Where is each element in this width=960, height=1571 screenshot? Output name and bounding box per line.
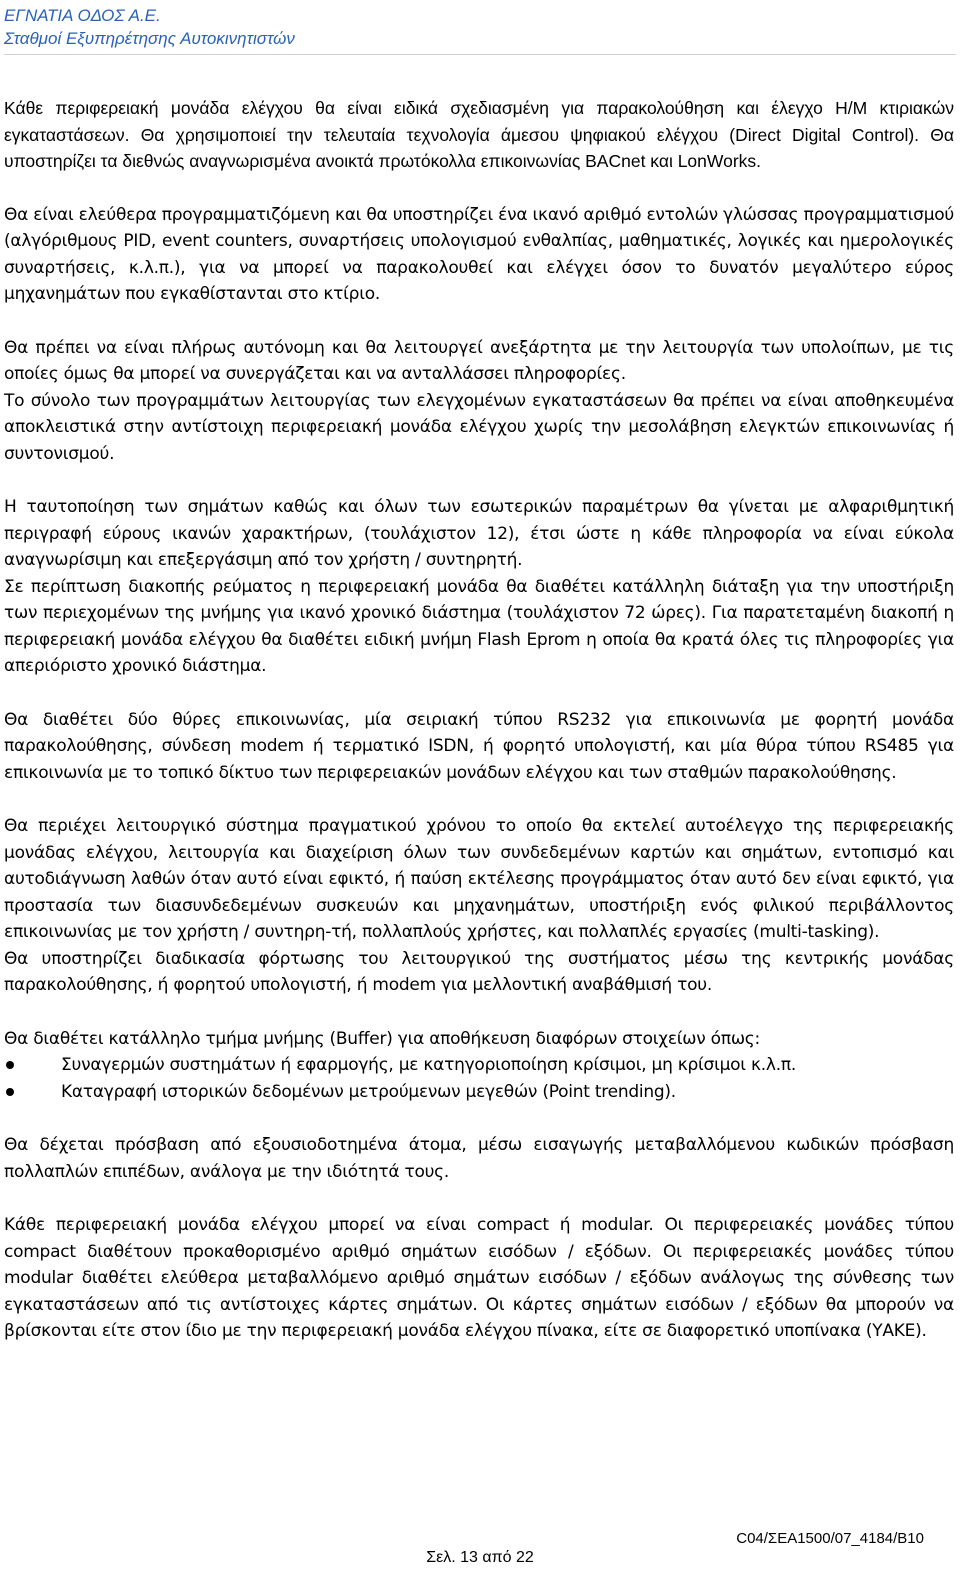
- list-item: [4, 1079, 954, 1106]
- document-body: [4, 95, 954, 1345]
- paragraph-compact-modular: Κάθε περιφερειακή μονάδα ελέγχου μπορεί να είναι compact ή modular. Οι περιφερειακές μονάδες τύπου compact διαθέτουν προκαθορισμένο αριθμό σημάτων εισόδων / εξόδων. Οι περιφερειακές μονάδες τύπου modular διαθέτει ελεύθερα μεταβαλλόμενο αριθμό σημάτων εισόδων / εξόδων ανάλογως της σύνθεσης των εγκαταστάσεων από τις αντίστοιχες κάρτες σημάτων. Οι κάρτες σημάτων εισόδων / εξόδων θα μπορούν να βρίσκονται είτε στον ίδιο με την περιφερειακή μονάδα ελέγχου πίνακα, είτε σε διαφορετικό υποπίνακα (ΥΑΚΕ).: [4, 1215, 954, 1341]
- header-divider: [4, 54, 956, 55]
- paragraph-power-failure: Σε περίπτωση διακοπής ρεύματος η περιφερειακή μονάδα θα διαθέτει κατάλληλη διάταξη για την υποστήριξη των περιεχομένων της μνήμης για ικανό χρονικό διάστημα (τουλάχιστον 72 ώρες). Για παρατεταμένη διακοπή η περιφερειακή μονάδα ελέγχου θα διαθέτει ειδική μνήμη Flash Eprom η οποία θα κρατά όλες τις πληροφορίες για απεριόριστο χρονικό διάστημα.: [4, 576, 954, 676]
- document-header: [4, 4, 295, 50]
- document-subtitle: Σταθμοί Εξυπηρέτησης Αυτοκινητιστών: [4, 29, 295, 48]
- paragraph-signal-identification: Η ταυτοποίηση των σημάτων καθώς και όλων των εσωτερικών παραμέτρων θα γίνεται με αλφαριθμητική περιγραφή εύρους ικανών χαρακτήρων, (τουλάχιστον 12), έτσι ώστε η κάθε πληροφορία να είναι εύκολα αναγνωρίσιμη και επεξεργάσιμη από τον χρήστη / συντηρητή.: [4, 497, 954, 570]
- paragraph-operating-system: Θα περιέχει λειτουργικό σύστημα πραγματικού χρόνου το οποίο θα εκτελεί αυτοέλεγχο της περιφερειακής μονάδας ελέγχου, λειτουργία και διαχείριση όλων των συνδεδεμένων καρτών και σημάτων, εντοπισμό και αυτοδιάγνωση λαθών όταν αυτό είναι εφικτό, ή παύση εκτέλεσης προγράμματος όταν αυτό δεν είναι εφικτό, για προστασία των διασυνδεδεμένων συσκευών και μηχανημάτων, υποστήριξη ενός φιλικού περιβάλλοντος επικοινωνίας με τον χρήστη / συντηρη-τή, πολλαπλούς χρήστες, και πολλαπλές εργασίες (multi-tasking).: [4, 816, 954, 942]
- paragraph-communication-ports: Θα διαθέτει δύο θύρες επικοινωνίας, μία σειριακή τύπου RS232 για επικοινωνία με φορητή μονάδα παρακολούθησης, σύνδεση modem ή τερματικό ISDN, ή φορητό υπολογιστή, και μία θύρα τύπου RS485 για επικοινωνία με το τοπικό δίκτυο των περιφερειακών μονάδων ελέγχου και των σταθμών παρακολούθησης.: [4, 709, 954, 783]
- paragraph-autonomy: Θα πρέπει να είναι πλήρως αυτόνομη και θα λειτουργεί ανεξάρτητα με την λειτουργία των υπολοίπων, με τις οποίες όμως θα μπορεί να συνεργάζεται και να ανταλλάσσει πληροφορίες.: [4, 337, 954, 384]
- buffer-items-list: [4, 1052, 954, 1105]
- paragraph-os-loading: Θα υποστηρίζει διαδικασία φόρτωσης του λειτουργικού της συστήματος μέσω της κεντρικής μονάδας παρακολούθησης, ή φορητού υπολογιστή, ή modem για μελλοντική αναβάθμισή του.: [4, 948, 954, 995]
- paragraph-programming: Θα είναι ελεύθερα προγραμματιζόμενη και θα υποστηρίζει ένα ικανό αριθμό εντολών γλώσσας προγραμματισμού (αλγόριθμους PID, event counters, συναρτήσεις υπολογισμού ενθαλπίας, μαθηματικές, λογικές και ημερολογικές συναρτήσεις, κ.λ.π.), για να μπορεί να παρακολουθεί και ελέγχει όσον το δυνατόν μεγαλύτερο εύρος μηχανημάτων που εγκαθίστανται στο κτίριο.: [4, 204, 954, 304]
- bullet-icon: [6, 1061, 14, 1069]
- paragraph-buffer: Θα διαθέτει κατάλληλο τμήμα μνήμης (Buffer) για αποθήκευση διαφόρων στοιχείων όπως:: [4, 1028, 761, 1049]
- page-number: Σελ. 13 από 22: [426, 1549, 534, 1566]
- list-item-text: Καταγραφή ιστορικών δεδομένων μετρούμενων μεγεθών (Point trending).: [61, 1081, 676, 1102]
- bullet-icon: [6, 1088, 14, 1096]
- list-item-text: Συναγερμών συστημάτων ή εφαρμογής, με κατηγοριοποίηση κρίσιμοι, μη κρίσιμοι κ.λ.π.: [61, 1055, 796, 1075]
- paragraph-program-storage: Το σύνολο των προγραμμάτων λειτουργίας των ελεγχομένων εγκαταστάσεων θα πρέπει να είναι αποθηκευμένα αποκλειστικά στην αντίστοιχη περιφερειακή μονάδα ελέγχου χωρίς την μεσολάβηση ελεγκτών επικοινωνίας ή συντονισμού.: [4, 390, 954, 464]
- paragraph-control-units: Κάθε περιφερειακή μονάδα ελέγχου θα είναι ειδικά σχεδιασμένη για παρακολούθηση και έλεγχο Η/Μ κτιριακών εγκαταστάσεων. Θα χρησιμοποιεί την τελευταία τεχνολογία άμεσου ψηφιακού ελέγχου (Direct Digital Control). Θα υποστηρίζει τα διεθνώς αναγνωρισμένα ανοικτά πρωτόκολλα επικοινωνίας BACnet και LonWorks.: [4, 98, 954, 171]
- paragraph-access: Θα δέχεται πρόσβαση από εξουσιοδοτημένα άτομα, μέσω εισαγωγής μεταβαλλόμενου κωδικών πρόσβαση πολλαπλών επιπέδων, ανάλογα με την ιδιότητά τους.: [4, 1135, 954, 1182]
- list-item: [4, 1052, 954, 1079]
- document-code: C04/ΣΕΑ1500/07_4184/Β10: [736, 1530, 924, 1547]
- company-name: ΕΓΝΑΤΙΑ ΟΔΟΣ Α.Ε.: [4, 6, 161, 25]
